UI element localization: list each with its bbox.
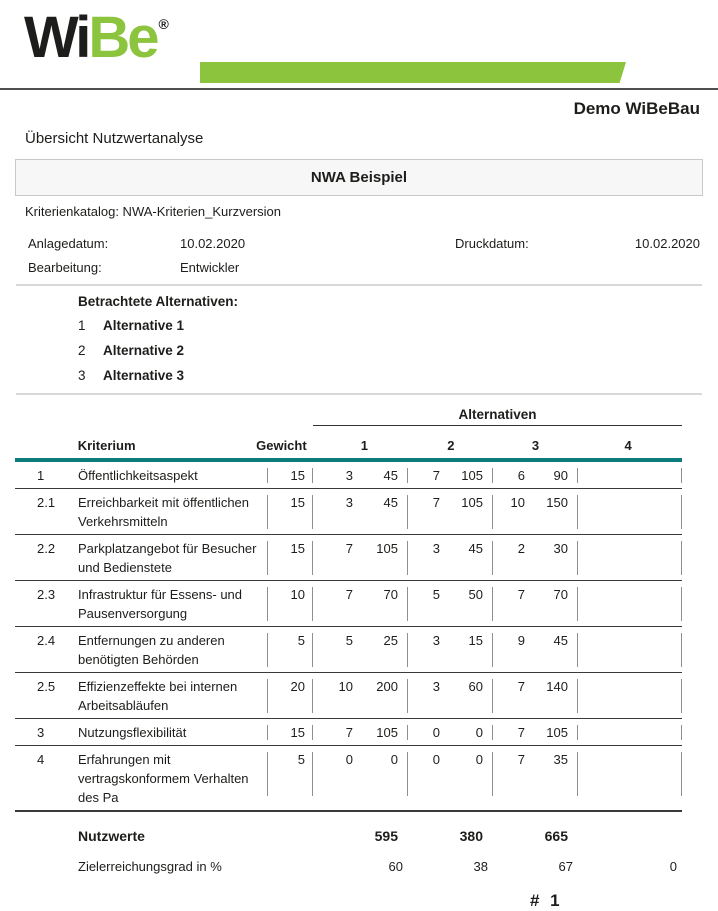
alt3-value: 45 (553, 633, 568, 648)
alt2-cell (408, 493, 493, 531)
editor-value: Entwickler (180, 260, 240, 275)
table-row (15, 581, 682, 627)
alt3-cell (493, 539, 578, 577)
col-header-alt2: 2 (447, 438, 455, 453)
table-row (15, 627, 682, 673)
alt4-value (624, 750, 682, 807)
alt4-value (624, 631, 682, 669)
criterion-weight: 15 (268, 723, 313, 742)
logo-text-wi: Wi (24, 5, 89, 70)
alt4-score (578, 631, 624, 669)
alt2-score: 0 (432, 752, 440, 767)
criterion-weight: 15 (268, 466, 313, 485)
alt2-value: 50 (468, 587, 483, 602)
alt1-score: 7 (345, 541, 353, 556)
alt3-value: 105 (546, 725, 568, 740)
alt3-cell (493, 631, 578, 669)
analysis-title-box: NWA Beispiel (15, 159, 703, 196)
criterion-number: 2.5 (37, 679, 56, 694)
alt1-value: 0 (390, 752, 398, 767)
alt1-cell (313, 723, 408, 742)
nutzwerte-label: Nutzwerte (78, 828, 145, 844)
criterion-number: 4 (37, 752, 45, 767)
alt1-value: 45 (383, 495, 398, 510)
alt1-cell (313, 585, 408, 623)
alt4-value (624, 677, 682, 715)
table-row (15, 462, 682, 489)
page-number: # 1 (530, 891, 563, 910)
alt1-score: 5 (345, 633, 353, 648)
nutzwert-alt1: 595 (374, 828, 398, 844)
alt1-score: 3 (345, 468, 353, 483)
criterion-label: Entfernungen zu anderen benötigten Behörden (75, 631, 268, 669)
criterion-number: 1 (37, 468, 45, 483)
logo-text-be: Be (88, 5, 157, 70)
alternative-number: 3 (78, 368, 86, 383)
alt4-score (578, 493, 624, 531)
logo-green-bar (200, 62, 626, 83)
alternatives-group-label: Alternativen (313, 407, 682, 426)
alt1-cell (313, 539, 408, 577)
criterion-number: 2.3 (37, 587, 56, 602)
created-date-value: 10.02.2020 (180, 236, 246, 251)
table-row (15, 673, 682, 719)
alt3-value: 30 (553, 541, 568, 556)
alt1-cell (313, 466, 408, 485)
criterion-number: 2.1 (37, 495, 56, 510)
alt3-score: 10 (510, 495, 525, 510)
alt4-cell (578, 723, 682, 742)
criterion-number: 3 (37, 725, 45, 740)
alt4-value (624, 539, 682, 577)
alt1-value: 25 (383, 633, 398, 648)
criterion-label: Effizienzeffekte bei internen Arbeitsabläufen (75, 677, 268, 715)
alternative-number: 2 (78, 343, 86, 358)
alt2-value: 0 (475, 725, 483, 740)
criterion-label: Öffentlichkeitsaspekt (75, 466, 268, 485)
alternatives-section (78, 294, 718, 384)
alt3-cell (493, 493, 578, 531)
alt3-value: 70 (553, 587, 568, 602)
table-row (15, 746, 682, 812)
created-date-label: Anlagedatum: (28, 236, 109, 251)
alternative-name: Alternative 2 (103, 343, 185, 358)
col-header-kriterium: Kriterium (77, 438, 136, 453)
col-header-gewicht: Gewicht (256, 438, 307, 453)
table-row (15, 535, 682, 581)
list-item (78, 342, 718, 359)
criterion-label: Parkplatzangebot für Besucher und Bedienstete (75, 539, 268, 577)
alt4-value (624, 585, 682, 623)
alt3-value: 150 (546, 495, 568, 510)
alt2-score: 0 (432, 725, 440, 740)
nutzwert-alt3: 665 (544, 828, 568, 844)
table-row (15, 489, 682, 535)
alt4-score (578, 677, 624, 715)
alt4-cell (578, 677, 682, 715)
alt4-score (578, 466, 624, 485)
alt3-score: 6 (517, 468, 525, 483)
registered-mark-icon: ® (158, 16, 169, 32)
alt1-value: 200 (376, 679, 398, 694)
alt1-score: 3 (345, 495, 353, 510)
editor-label: Bearbeitung: (28, 260, 102, 275)
ziel-alt4: 0 (669, 859, 677, 874)
alt1-score: 0 (345, 752, 353, 767)
alt2-cell (408, 585, 493, 623)
alt4-value (624, 466, 682, 485)
alt3-score: 7 (517, 752, 525, 767)
alt4-cell (578, 631, 682, 669)
section-divider (16, 393, 702, 395)
alt2-value: 60 (468, 679, 483, 694)
table-header-row (15, 426, 682, 462)
criterion-number: 2.2 (37, 541, 56, 556)
criterion-weight: 20 (268, 677, 313, 715)
alt3-score: 9 (517, 633, 525, 648)
alt4-value (624, 493, 682, 531)
alt2-score: 7 (432, 495, 440, 510)
col-header-alt4: 4 (624, 438, 632, 453)
alt3-cell (493, 585, 578, 623)
criterion-weight: 15 (268, 539, 313, 577)
nutzwert-alt2: 380 (459, 828, 483, 844)
alt4-score (578, 585, 624, 623)
alt1-value: 105 (376, 541, 398, 556)
alternative-name: Alternative 3 (103, 368, 185, 383)
alt3-cell (493, 723, 578, 742)
wibe-logo (24, 6, 169, 70)
alternatives-group-header (15, 407, 682, 426)
alt3-cell (493, 677, 578, 715)
alt2-cell (408, 466, 493, 485)
alt2-value: 45 (468, 541, 483, 556)
alt2-value: 105 (461, 495, 483, 510)
alternative-name: Alternative 1 (103, 318, 185, 333)
alt2-cell (408, 539, 493, 577)
criterion-number: 2.4 (37, 633, 56, 648)
criterion-label: Nutzungsflexibilität (75, 723, 268, 742)
alt1-cell (313, 631, 408, 669)
criterion-weight: 5 (268, 631, 313, 669)
alt3-value: 90 (553, 468, 568, 483)
alt4-cell (578, 585, 682, 623)
alt2-value: 15 (468, 633, 483, 648)
alt1-value: 105 (376, 725, 398, 740)
alt1-value: 70 (383, 587, 398, 602)
criterion-weight: 10 (268, 585, 313, 623)
alt3-value: 140 (546, 679, 568, 694)
criterion-label: Infrastruktur für Essens- und Pausenversorgung (75, 585, 268, 623)
page-title: Übersicht Nutzwertanalyse (25, 130, 204, 147)
alt4-score (578, 723, 624, 742)
alt3-score: 7 (517, 587, 525, 602)
project-title: Demo WiBeBau (573, 99, 700, 118)
nutzwert-alt4 (578, 828, 682, 844)
col-header-alt3: 3 (531, 438, 540, 453)
table-row (15, 719, 682, 746)
criterion-label: Erreichbarkeit mit öffentlichen Verkehrsmitteln (75, 493, 268, 531)
alternative-number: 1 (78, 318, 86, 333)
criterion-weight: 15 (268, 493, 313, 531)
alt2-score: 7 (432, 468, 440, 483)
alt4-score (578, 539, 624, 577)
alt1-value: 45 (383, 468, 398, 483)
alt2-score: 3 (432, 541, 440, 556)
alt2-score: 3 (432, 633, 440, 648)
alt1-cell (313, 750, 408, 807)
alt2-value: 0 (475, 752, 483, 767)
alt4-cell (578, 493, 682, 531)
alt1-cell (313, 677, 408, 715)
alt1-cell (313, 493, 408, 531)
alt4-value (624, 723, 682, 742)
alt2-score: 5 (432, 587, 440, 602)
logo-header (0, 0, 718, 90)
nutzwerte-row (15, 828, 682, 844)
ziel-alt2: 38 (473, 859, 488, 874)
alt3-value: 35 (553, 752, 568, 767)
alt2-score: 3 (432, 679, 440, 694)
criterion-weight: 5 (268, 750, 313, 807)
alt4-cell (578, 466, 682, 485)
alt2-cell (408, 750, 493, 807)
criteria-catalog: Kriterienkatalog: NWA-Kriterien_Kurzversion (25, 204, 282, 219)
alt4-cell (578, 750, 682, 807)
alt3-score: 7 (517, 725, 525, 740)
section-divider (16, 284, 702, 286)
alt3-score: 2 (517, 541, 525, 556)
print-date-label: Druckdatum: (455, 236, 529, 251)
list-item (78, 317, 718, 334)
alt3-cell (493, 750, 578, 807)
alt1-score: 7 (345, 587, 353, 602)
ziel-alt3: 67 (558, 859, 573, 874)
list-item (78, 367, 718, 384)
alt3-score: 7 (517, 679, 525, 694)
print-date-value: 10.02.2020 (634, 236, 700, 251)
ziel-alt1: 60 (388, 859, 403, 874)
criterion-label: Erfahrungen mit vertragskonformem Verhalten des Pa (75, 750, 268, 807)
alt1-score: 10 (338, 679, 353, 694)
alt4-score (578, 750, 624, 807)
alt2-value: 105 (461, 468, 483, 483)
zielerreichung-row (15, 859, 682, 874)
alt4-cell (578, 539, 682, 577)
alternatives-heading: Betrachtete Alternativen: (78, 294, 239, 309)
nwa-table (15, 407, 682, 812)
alt2-cell (408, 723, 493, 742)
col-header-alt1: 1 (360, 438, 368, 453)
alt3-cell (493, 466, 578, 485)
zielerreichung-label: Zielerreichungsgrad in % (78, 859, 222, 874)
alt1-score: 7 (345, 725, 353, 740)
meta-block (28, 236, 700, 275)
alt2-cell (408, 677, 493, 715)
alt2-cell (408, 631, 493, 669)
